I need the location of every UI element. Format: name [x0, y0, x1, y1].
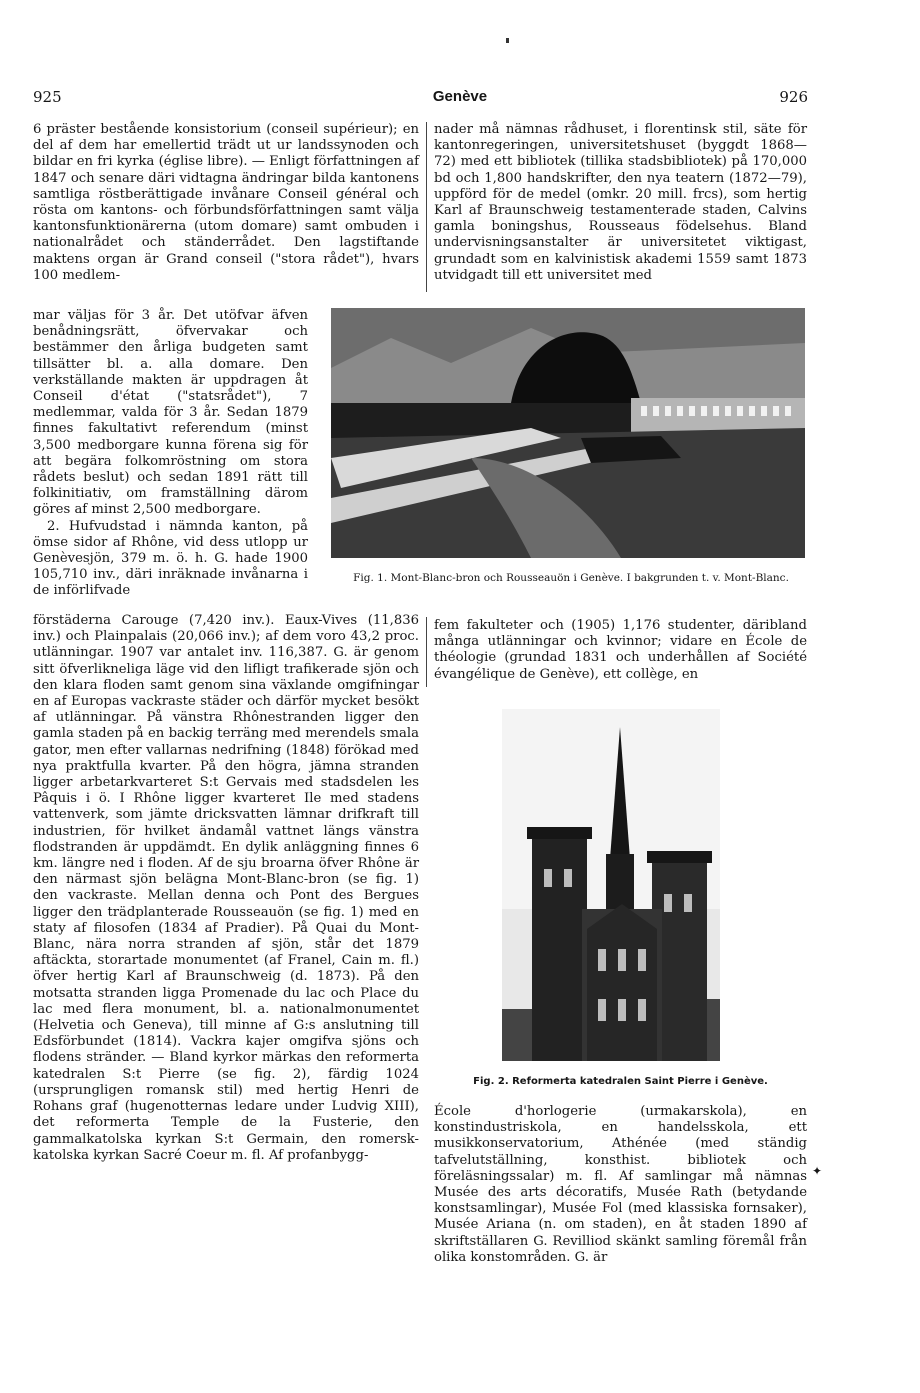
left-column-top	[33, 122, 419, 284]
saint-pierre-cathedral-illustration	[502, 709, 720, 1061]
page-number-right: 926	[779, 88, 808, 106]
figure-2-caption: Fig. 2. Reformerta katedralen Saint Pierre i Genève.	[473, 1076, 768, 1087]
figure-1-photo	[331, 308, 805, 558]
figure-2-photo	[502, 709, 720, 1061]
right-column-bottom	[434, 1104, 807, 1266]
right-column-middle	[434, 618, 807, 683]
column-divider	[426, 122, 427, 292]
paragraph-council: mar väljas för 3 år. Det utöfvar äfven benådningsrätt, öfvervakar och bestämmer den årliga budgeten samt tillsätter bl. a. alla domare. Den verkställande makten är uppdragen åt Conseil d'état ("statsrådet"), 7 medlemmar, valda för 3 år. Sedan 1879 finnes fakultativt referendum (minst 3,500 medborgare kunna förena sig för att begära folkomröstning om stora rådets beslut) och sedan 1891 rätt till folkinitiativ, om framställning därom göres af minst 2,500 medborgare.	[33, 308, 308, 518]
paragraph-university: fem fakulteter och (1905) 1,176 studenter, däribland många utlänningar och kvinnor; vidare en École de théologie (grundad 1831 och underhållen af Société évangélique de Genève), ett collège, en	[434, 618, 807, 682]
mont-blanc-bridge-illustration	[331, 308, 805, 558]
print-speck	[506, 38, 509, 43]
paragraph-city: förstäderna Carouge (7,420 inv.). Eaux-Vives (11,836 inv.) och Plainpalais (20,066 inv.); af dem voro 43,2 proc. utlänningar. 1907 var antalet inv. 116,387. G. är genom sitt öfverlikneliga läge vid den lifligt trafikerade sjön och den klara floden samt genom sina växlande omgifningar en af Europas vackraste städer och därför mycket besökt af utlänningar. På vänstra Rhônestranden ligger den gamla staden på en backig terräng med merendels smala gator, men efter vallarnas nedrifning (1848) förökad med nya praktfulla kvarter. På den högra, jämna stranden ligger arbetarkvarteret S:t Gervais med stadsdelen les Pâquis i ö. I Rhône ligger kvarteret Ile med stadens vattenverk, som jämte dricksvatten lämnar drifkraft till industrien, för hvilket ändamål vattnet längs vänstra flodstranden är uppdämdt. En dylik anläggning finnes 6 km. längre ned i floden. Af de sju broarna öfver Rhône är den närmast sjön belägna Mont-Blanc-bron (se fig. 1) den vackraste. Mellan denna och Pont des Bergues ligger den trädplanterade Rousseauön (se fig. 1) med en staty af filosofen (1834 af Pradier). På Quai du Mont-Blanc, nära norra stranden af sjön, står det 1879 aftäckta, storartade monumentet (af Franel, Cain m. fl.) öfver hertig Karl af Braunschweig (d. 1873). På den motsatta stranden ligga Promenade du lac och Place du lac med flera monument, bl. a. nationalmonumentet (Helvetia och Geneva), till minne af G:s anslutning till Edsförbundet (1814). Vackra kajer omgifva sjöns och flodens stränder. — Bland kyrkor märkas den reformerta katedralen S:t Pierre (se fig. 2), färdig 1024 (ursprungligen romansk stil) med hertig Henri de Rohans graf (hugenotternas ledare under Ludvig XIII), det reformerta Temple de la Fusterie, den gammalkatolska kyrkan S:t Germain, den romersk-katolska kyrkan Sacré Coeur m. fl. Af profanbygg-	[33, 613, 419, 1163]
paragraph-constitution: 6 präster bestående konsistorium (conseil supérieur); en del af dem har emellertid trädt ut ur landssynoden och bildar en fri kyrka (église libre). — Enligt författningen af 1847 och senare däri vidtagna ändringar bilda kantonens samtliga röstberättigade invånare Conseil général och rösta om kantons- och förbundsförfattningen samt välja kantonsfunktionärerna (utom domare) samt ombuden i nationalrådet och ständerrådet. Den lagstiftande maktens organ är Grand conseil ("stora rådet"), hvars 100 medlem-	[33, 122, 419, 283]
left-column-narrow	[33, 308, 308, 600]
column-divider-lower	[426, 617, 427, 687]
page-title: Genève	[432, 88, 488, 105]
paragraph-buildings: nader må nämnas rådhuset, i florentinsk stil, säte för kantonregeringen, universitetshuset (byggdt 1868—72) med ett bibliotek (tillika stadsbibliotek) på 170,000 bd och 1,800 handskrifter, den nya teatern (1872—79), uppförd för de medel (omkr. 20 mill. frcs), som hertig Karl af Braunschweig testamenterade staden, Calvins gamla boningshus, Rousseaus födelsehus. Bland undervisningsanstalter är universitetet viktigast, grundadt som en kalvinistisk akademi 1559 samt 1873 utvidgadt till ett universitet med	[434, 122, 807, 283]
right-column-top	[434, 122, 807, 284]
margin-mark: ✦	[812, 1164, 823, 1178]
paragraph-schools: École d'horlogerie (urmakarskola), en konstindustriskola, en handelsskola, ett musikkonservatorium, Athénée (med ständig tafvelutställning, konsthist. bibliotek och föreläsningssalar) m. fl. Af samlingar må nämnas Musée des arts décoratifs, Musée Rath (betydande konstsamlingar), Musée Fol (med klassiska fornsaker), Musée Ariana (n. om staden), en åt staden 1890 af skriftställaren G. Revilliod skänkt samling föremål från olika konstområden. G. är	[434, 1104, 807, 1265]
paragraph-capital: 2. Hufvudstad i nämnda kanton, på ömse sidor af Rhône, vid dess utlopp ur Genèvesjön, 379 m. ö. h. G. hade 1900 105,710 inv., däri inräknade invånarna i de införlifvade	[33, 518, 308, 599]
page-number-left: 925	[33, 88, 62, 106]
left-column-wide	[33, 613, 419, 1164]
figure-1-caption: Fig. 1. Mont-Blanc-bron och Rousseauön i Genève. I bakgrunden t. v. Mont-Blanc.	[353, 572, 789, 584]
